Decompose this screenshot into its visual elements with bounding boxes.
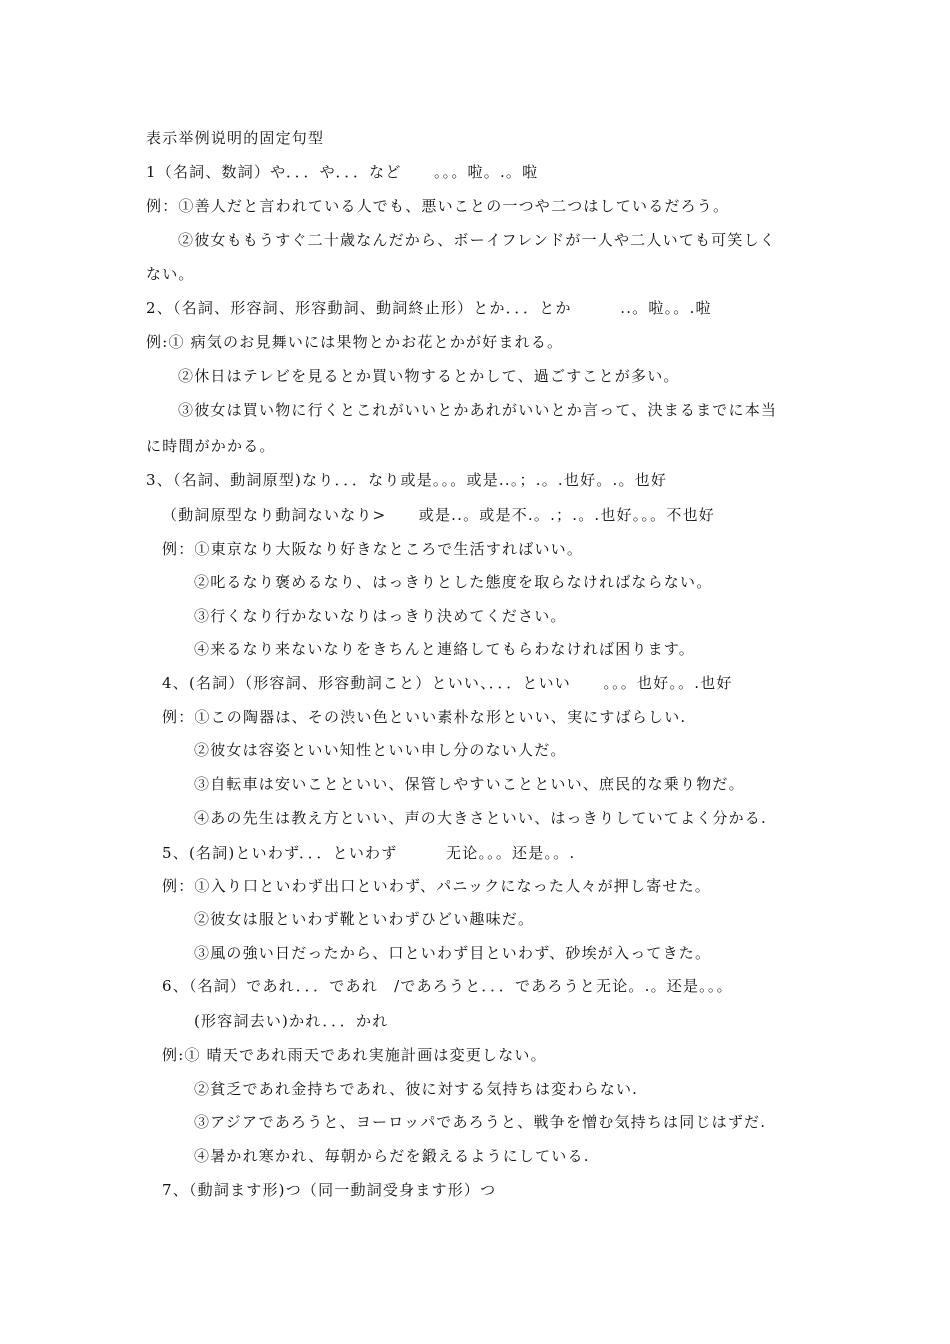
- text-line: 5、(名詞)といわず．．．といわず 无论。。。还是。。.: [162, 844, 576, 862]
- text-line: ②彼女は容姿といい知性といい申し分のない人だ。: [194, 741, 567, 759]
- text-line: 例:① 病気のお見舞いには果物とかお花とかが好まれる。: [146, 333, 564, 351]
- text-line: ④来るなり来ないなりをきちんと連絡してもらわなければ困ります。: [194, 640, 696, 658]
- text-line: ④あの先生は教え方といい、声の大きさといい、はっきりしていてよく分かる.: [194, 809, 767, 827]
- text-line: 3、（名詞、動詞原型)なり．．．なり或是。。。或是..。；.。.也好。.。也好: [146, 471, 668, 489]
- text-line: 2、（名詞、形容詞、形容動詞、動詞終止形）とか．．．とか ..。啦。。.啦: [146, 299, 712, 317]
- text-line: ②貧乏であれ金持ちであれ、彼に対する気持ちは変わらない.: [194, 1080, 639, 1098]
- text-line: ない。: [146, 265, 195, 283]
- document-title: 表示举例说明的固定句型: [146, 129, 325, 147]
- text-line: 例：①入り口といわず出口といわず、パニックになった人々が押し寄せた。: [162, 877, 712, 895]
- text-line: ③彼女は買い物に行くとこれがいいとかあれがいいとか言って、決まるまでに本当: [178, 401, 778, 419]
- text-line: ④暑かれ寒かれ、毎朝からだを鍛えるようにしている.: [194, 1147, 590, 1165]
- text-line: ②叱るなり褒めるなり、はっきりとした態度を取らなければならない。: [194, 573, 713, 591]
- text-line: ③行くなり行かないなりはっきり決めてください。: [194, 607, 567, 625]
- text-line: ③アジアであろうと、ヨーロッパであろうと、戦争を憎む気持ちは同じはずだ.: [194, 1113, 767, 1131]
- text-line: （動詞原型なり動詞ないなり> 或是..。或是不.。.；.。.也好。。。不也好: [162, 506, 715, 524]
- text-line: (形容詞去い)かれ．．．かれ: [194, 1012, 389, 1030]
- text-line: 1（名詞、数詞）や．．．や．．．など 。。。啦。.。啦: [146, 163, 539, 181]
- text-line: 例:① 晴天であれ雨天であれ実施計画は変更しない。: [162, 1046, 547, 1064]
- text-line: 7、（動詞ます形)つ（同一動詞受身ます形）つ: [162, 1181, 497, 1199]
- text-line: ③風の強い日だったから、口といわず目といわず、砂埃が入ってきた。: [194, 944, 712, 962]
- text-line: ②彼女ももうすぐ二十歳なんだから、ボーイフレンドが一人や二人いても可笑しく: [178, 231, 776, 249]
- text-line: ②彼女は服といわず靴といわずひどい趣味だ。: [194, 910, 535, 928]
- text-line: に時間がかかる。: [146, 437, 276, 455]
- text-line: 例：①東京なり大阪なり好きなところで生活すればいい。: [162, 540, 584, 558]
- text-line: 4、(名詞）（形容詞、形容動詞こと）といい、．．．といい 。。。也好。。.也好: [162, 674, 733, 692]
- text-line: ②休日はテレビを見るとか買い物するとかして、過ごすことが多い。: [178, 367, 680, 385]
- text-line: 例：①この陶器は、その渋い色といい素朴な形といい、実にすばらしい.: [162, 708, 687, 726]
- text-line: ③自転車は安いことといい、保管しやすいことといい、庶民的な乗り物だ。: [194, 775, 745, 793]
- text-line: 例：①善人だと言われている人でも、悪いことの一つや二つはしているだろう。: [146, 197, 730, 215]
- text-line: 6、（名詞）であれ．．．であれ /であろうと．．．であろうと无论。.。还是。。。: [162, 977, 733, 995]
